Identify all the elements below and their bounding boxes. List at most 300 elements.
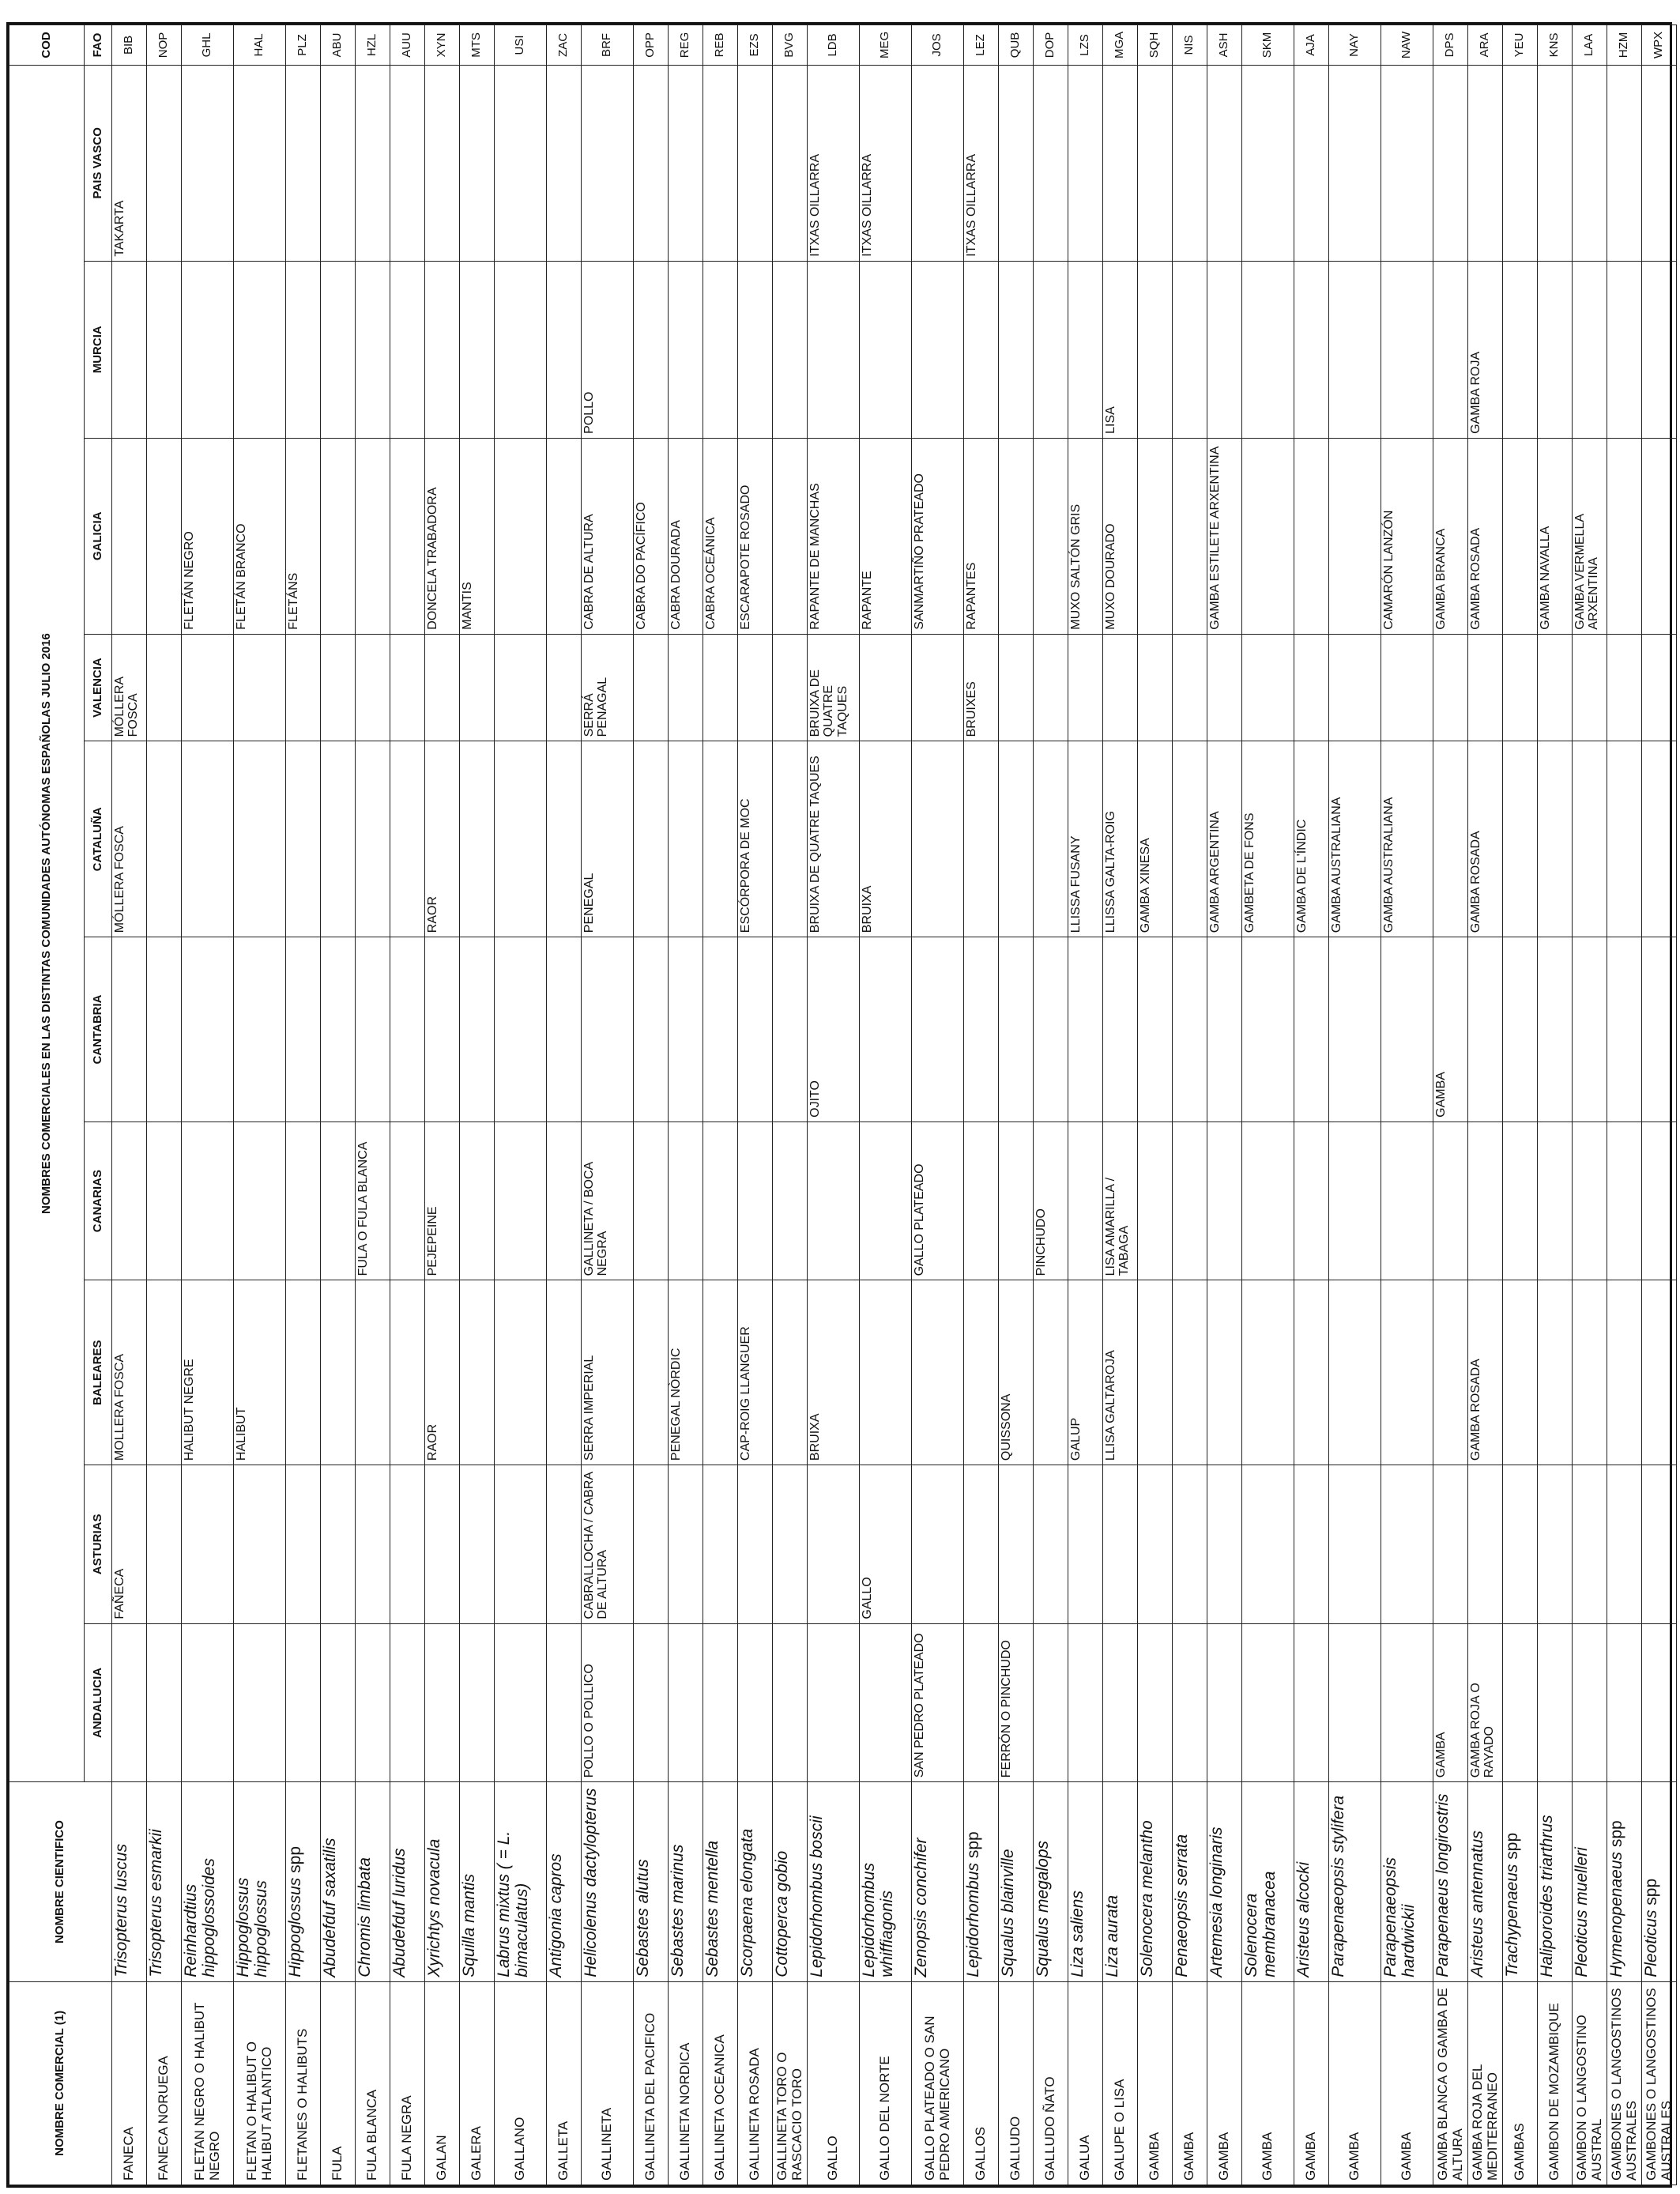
cell-cataluna: GAMBETA DE FONS [1242, 741, 1294, 937]
cell-cantabria: OJITO [808, 937, 860, 1122]
cell-canarias [669, 1122, 703, 1280]
cell-baleares: HALIBUT NEGRE [182, 1280, 234, 1465]
cell-galicia: MUXO SALTÓN GRIS [1068, 438, 1103, 634]
cell-cantabria [390, 937, 425, 1122]
cell-asturias [912, 1465, 964, 1624]
cell-fao: ABU [321, 25, 356, 66]
cell-valencia [425, 634, 460, 741]
cell-galicia [773, 438, 808, 634]
cell-fao: REG [669, 25, 703, 66]
cell-pais-vasco [390, 65, 425, 261]
cell-murcia [1207, 261, 1242, 438]
scientific-name: Trisopterus esmarkii [147, 1829, 165, 1977]
scientific-name: Penaeopsis serrata [1173, 1834, 1191, 1977]
table-row [1242, 25, 1294, 2185]
cell-murcia [234, 261, 286, 438]
species-table-sheet [6, 22, 1672, 2188]
cell-cataluna [460, 741, 495, 937]
cell-andalucia [234, 1623, 286, 1782]
cell-andalucia: SAN PEDRO PLATEADO [912, 1623, 964, 1782]
scientific-name: Liza saliens [1068, 1891, 1087, 1977]
cell-asturias [390, 1465, 425, 1624]
cell-galicia: FLETÁNS [286, 438, 321, 634]
cell-canarias [1242, 1122, 1294, 1280]
cell-baleares [773, 1280, 808, 1465]
cell-asturias [1068, 1465, 1103, 1624]
cell-pais-vasco [912, 65, 964, 261]
cell-andalucia [547, 1623, 582, 1782]
cell-canarias [460, 1122, 495, 1280]
cell-pais-vasco [1207, 65, 1242, 261]
cell-cantabria [773, 937, 808, 1122]
cell-murcia [547, 261, 582, 438]
cell-fao: KNS [1538, 25, 1573, 66]
cell-cantabria [1103, 937, 1138, 1122]
scientific-name: Solenocera melantho [1138, 1820, 1156, 1977]
cell-baleares [1173, 1280, 1207, 1465]
cell-murcia [669, 261, 703, 438]
cell-cantabria [1468, 937, 1503, 1122]
cell-pais-vasco [147, 65, 182, 261]
cell-asturias [1294, 1465, 1329, 1624]
cell-baleares: RAOR [425, 1280, 460, 1465]
cell-andalucia [460, 1623, 495, 1782]
cell-cantabria [860, 937, 912, 1122]
cell-canarias: LISA AMARILLA / TABAGA [1103, 1122, 1138, 1280]
cell-nombre-cientifico [1068, 1782, 1103, 1982]
spp-suffix: spp [1503, 1832, 1521, 1860]
cell-cataluna: GAMBA AUSTRALIANA [1381, 741, 1433, 937]
cell-andalucia [1103, 1623, 1138, 1782]
scientific-name: Parapenaeopsis stylifera [1329, 1795, 1347, 1977]
scientific-name: Antigonia capros [547, 1853, 565, 1977]
cell-valencia [147, 634, 182, 741]
cell-nombre-cientifico [1173, 1782, 1207, 1982]
cell-cantabria [425, 937, 460, 1122]
cell-andalucia [390, 1623, 425, 1782]
cell-galicia [1294, 438, 1329, 634]
cell-galicia: CABRA OCEÁNICA [703, 438, 738, 634]
cell-baleares: GAMBA ROSADA [1468, 1280, 1503, 1465]
cell-galicia [147, 438, 182, 634]
cell-baleares [1433, 1280, 1468, 1465]
cell-andalucia [634, 1623, 669, 1782]
cell-canarias [1173, 1122, 1207, 1280]
cell-cataluna: LLISSA FUSANY [1068, 741, 1103, 937]
cell-baleares: QUISSONA [999, 1280, 1034, 1465]
cell-canarias [1468, 1122, 1503, 1280]
cell-fao: WPX [1642, 25, 1677, 66]
cell-galicia: GAMBA NAVALLA [1538, 438, 1573, 634]
cell-galicia: RAPANTE DE MANCHAS [808, 438, 860, 634]
cell-nombre-cientifico [495, 1782, 547, 1982]
cell-baleares [460, 1280, 495, 1465]
header-cataluna: CATALUÑA [85, 741, 112, 937]
cell-cataluna [634, 741, 669, 937]
scientific-name: Scorpaena elongata [738, 1828, 756, 1977]
cell-andalucia [1138, 1623, 1173, 1782]
scientific-name: Zenopsis conchifer [912, 1838, 930, 1977]
cell-andalucia [860, 1623, 912, 1782]
cell-pais-vasco [286, 65, 321, 261]
header-nombre-cientifico: NOMBRE CIENTIFICO [9, 1782, 112, 1982]
cell-fao: SKM [1242, 25, 1294, 66]
table-row [860, 25, 912, 2185]
header-ccaa-group: NOMBRES COMERCIALES EN LAS DISTINTAS COMUNIDADES AUTÓNOMAS ESPAÑOLAS JULIO 2016 [9, 65, 85, 1781]
cell-nombre-comercial: GAMBA [1329, 1981, 1381, 2185]
cell-canarias [1138, 1122, 1173, 1280]
cell-nombre-comercial: GAMBA [1138, 1981, 1173, 2185]
cell-galicia: CABRA DO PACÍFICO [634, 438, 669, 634]
scientific-name: Abudefduf saxatilis [321, 1838, 339, 1977]
cell-valencia [634, 634, 669, 741]
cell-pais-vasco [1242, 65, 1294, 261]
cell-cantabria [1573, 937, 1607, 1122]
scientific-name: Hippoglossus [286, 1877, 304, 1977]
cell-canarias [1573, 1122, 1607, 1280]
table-row [182, 25, 234, 2185]
cell-fao: ARA [1468, 25, 1503, 66]
cell-nombre-cientifico [703, 1782, 738, 1982]
cell-nombre-comercial: GAMBONES O LANGOSTINOS AUSTRALES [1642, 1981, 1677, 2185]
cell-valencia [1138, 634, 1173, 741]
cell-baleares [390, 1280, 425, 1465]
cell-murcia [912, 261, 964, 438]
cell-nombre-cientifico [964, 1782, 999, 1982]
cell-nombre-cientifico [182, 1782, 234, 1982]
cell-galicia: GAMBA VERMELLA ARXENTINA [1573, 438, 1607, 634]
cell-baleares [495, 1280, 547, 1465]
cell-valencia: MÓLLERA FOSCA [112, 634, 147, 741]
cell-cataluna: GAMBA AUSTRALIANA [1329, 741, 1381, 937]
cell-cataluna [1173, 741, 1207, 937]
cell-canarias [147, 1122, 182, 1280]
cell-nombre-comercial: GALLO [808, 1981, 860, 2185]
cell-galicia [112, 438, 147, 634]
cell-galicia: GAMBA BRANCA [1433, 438, 1468, 634]
scientific-name: Pleoticus muelleri [1573, 1847, 1591, 1977]
cell-cantabria [1242, 937, 1294, 1122]
cell-asturias [321, 1465, 356, 1624]
scientific-name: Reinhardtius hippoglossoides [182, 1858, 218, 1977]
cell-galicia: SANMARTIÑO PRATEADO [912, 438, 964, 634]
cell-galicia: RAPANTE [860, 438, 912, 634]
cell-galicia: MUXO DOURADO [1103, 438, 1138, 634]
cell-murcia [1642, 261, 1677, 438]
cell-canarias [390, 1122, 425, 1280]
cell-murcia [1294, 261, 1329, 438]
cell-nombre-cientifico [286, 1782, 321, 1982]
cell-pais-vasco [999, 65, 1034, 261]
table-row [1381, 25, 1433, 2185]
table-row [1573, 25, 1607, 2185]
cell-nombre-comercial: GAMBONES O LANGOSTINOS AUSTRALES [1607, 1981, 1642, 2185]
cell-cataluna: BRUIXA [860, 741, 912, 937]
cell-cantabria [1642, 937, 1677, 1122]
cell-nombre-comercial: FANECA [112, 1981, 147, 2185]
scientific-name: Parapenaeopsis hardwickii [1381, 1857, 1418, 1977]
cell-cantabria [547, 937, 582, 1122]
cell-valencia [1573, 634, 1607, 741]
cell-galicia [1503, 438, 1538, 634]
cell-andalucia [356, 1623, 390, 1782]
cell-murcia [147, 261, 182, 438]
scientific-name: Lepidorhombus whiffiagonis [860, 1863, 896, 1977]
cell-valencia [1173, 634, 1207, 741]
cell-canarias [808, 1122, 860, 1280]
cell-asturias [234, 1465, 286, 1624]
cell-cataluna: LLISSA GALTA-ROIG [1103, 741, 1138, 937]
cell-baleares: SERRA IMPERIAL [582, 1280, 634, 1465]
table-row [999, 25, 1034, 2185]
cell-pais-vasco [495, 65, 547, 261]
table-row [460, 25, 495, 2185]
cell-andalucia [147, 1623, 182, 1782]
cell-murcia [182, 261, 234, 438]
header-galicia: GALICIA [85, 438, 112, 634]
cell-asturias [1329, 1465, 1381, 1624]
cell-baleares: LLISA GALTAROJA [1103, 1280, 1138, 1465]
scientific-name: Hymenopenaeus [1607, 1851, 1625, 1977]
scientific-name: Sebastes alutus [634, 1859, 652, 1977]
cell-baleares [912, 1280, 964, 1465]
cell-nombre-cientifico [1381, 1782, 1433, 1982]
cell-fao: PLZ [286, 25, 321, 66]
cell-nombre-comercial: GALLO DEL NORTE [860, 1981, 912, 2185]
cell-asturias [634, 1465, 669, 1624]
table-row [547, 25, 582, 2185]
cell-pais-vasco [669, 65, 703, 261]
cell-pais-vasco [1607, 65, 1642, 261]
cell-baleares [286, 1280, 321, 1465]
cell-baleares [1329, 1280, 1381, 1465]
cell-fao: EZS [738, 25, 773, 66]
cell-canarias [860, 1122, 912, 1280]
scientific-name: Pleoticus [1642, 1909, 1660, 1977]
cell-asturias [547, 1465, 582, 1624]
cell-asturias: CABRALLOCHA / CABRA DE ALTURA [582, 1465, 634, 1624]
cell-canarias [1642, 1122, 1677, 1280]
cell-baleares [964, 1280, 999, 1465]
cell-nombre-cientifico [1503, 1782, 1538, 1982]
cell-nombre-comercial: GALERA [460, 1981, 495, 2185]
scientific-name: Cottoperca gobio [773, 1850, 791, 1977]
cell-nombre-cientifico [1242, 1782, 1294, 1982]
cell-pais-vasco [425, 65, 460, 261]
cell-nombre-comercial: FULA BLANCA [356, 1981, 390, 2185]
cell-andalucia [1538, 1623, 1573, 1782]
cell-pais-vasco [1329, 65, 1381, 261]
cell-nombre-comercial: GAMBA [1207, 1981, 1242, 2185]
cell-pais-vasco [356, 65, 390, 261]
cell-canarias [703, 1122, 738, 1280]
cell-pais-vasco [321, 65, 356, 261]
cell-asturias [703, 1465, 738, 1624]
cell-valencia [547, 634, 582, 741]
species-names-table [9, 25, 1677, 2185]
cell-pais-vasco [1068, 65, 1103, 261]
table-row [634, 25, 669, 2185]
cell-nombre-cientifico [1607, 1782, 1642, 1982]
cell-pais-vasco [773, 65, 808, 261]
cell-cantabria [112, 937, 147, 1122]
cell-cantabria [669, 937, 703, 1122]
scientific-name: Labrus mixtus ( = L. bimaculatus) [495, 1830, 531, 1977]
cell-cantabria [234, 937, 286, 1122]
cell-cantabria [1138, 937, 1173, 1122]
table-row [1207, 25, 1242, 2185]
cell-cantabria [1538, 937, 1573, 1122]
cell-andalucia [738, 1623, 773, 1782]
table-row [390, 25, 425, 2185]
cell-nombre-comercial: GALLOS [964, 1981, 999, 2185]
cell-canarias [1207, 1122, 1242, 1280]
header-baleares: BALEARES [85, 1280, 112, 1465]
cell-pais-vasco [1103, 65, 1138, 261]
table-row [147, 25, 182, 2185]
cell-galicia: GAMBA ESTILETE ARXENTINA [1207, 438, 1242, 634]
cell-pais-vasco [1034, 65, 1068, 261]
cell-fao: LEZ [964, 25, 999, 66]
cell-baleares: MOLLERA FOSCA [112, 1280, 147, 1465]
cell-baleares [1381, 1280, 1433, 1465]
cell-pais-vasco: ITXAS OILLARRA [808, 65, 860, 261]
cell-galicia: FLETÁN BRANCO [234, 438, 286, 634]
table-row [808, 25, 860, 2185]
cell-andalucia [1207, 1623, 1242, 1782]
cell-murcia: LISA [1103, 261, 1138, 438]
cell-fao: BIB [112, 25, 147, 66]
table-row [1538, 25, 1573, 2185]
header-pais-vasco: PAIS VASCO [85, 65, 112, 261]
cell-cantabria [1381, 937, 1433, 1122]
cell-murcia [1573, 261, 1607, 438]
cell-valencia [356, 634, 390, 741]
cell-valencia [495, 634, 547, 741]
cell-cantabria [634, 937, 669, 1122]
cell-andalucia [321, 1623, 356, 1782]
cell-nombre-cientifico [738, 1782, 773, 1982]
cell-andalucia [703, 1623, 738, 1782]
cell-andalucia [1068, 1623, 1103, 1782]
cell-cataluna: GAMBA XINESA [1138, 741, 1173, 937]
cell-cantabria [182, 937, 234, 1122]
scientific-name: Solenocera membranacea [1242, 1871, 1279, 1977]
cell-andalucia: GAMBA [1433, 1623, 1468, 1782]
table-row [1433, 25, 1468, 2185]
header-andalucia: ANDALUCIA [85, 1623, 112, 1782]
cell-baleares [1538, 1280, 1573, 1465]
cell-nombre-cientifico [912, 1782, 964, 1982]
cell-cataluna [1433, 741, 1468, 937]
cell-valencia [1607, 634, 1642, 741]
table-row [1329, 25, 1381, 2185]
cell-murcia [1381, 261, 1433, 438]
cell-cataluna: RAOR [425, 741, 460, 937]
cell-murcia [321, 261, 356, 438]
cell-canarias: GALLO PLATEADO [912, 1122, 964, 1280]
cell-nombre-comercial: GAMBA [1242, 1981, 1294, 2185]
cell-andalucia [1242, 1623, 1294, 1782]
cell-valencia [703, 634, 738, 741]
cell-andalucia [1294, 1623, 1329, 1782]
cell-valencia: BRUIXA DE QUATRE TAQUES [808, 634, 860, 741]
cell-cataluna [1642, 741, 1677, 937]
cell-canarias: GALLINETA / BOCA NEGRA [582, 1122, 634, 1280]
cell-baleares: PENEGAL NÒRDIC [669, 1280, 703, 1465]
cell-canarias [1433, 1122, 1468, 1280]
cell-asturias [1573, 1465, 1607, 1624]
scientific-name: Xyrichtys novacula [425, 1838, 443, 1977]
cell-murcia [1503, 261, 1538, 438]
cell-pais-vasco [1138, 65, 1173, 261]
cell-canarias [738, 1122, 773, 1280]
cell-murcia [112, 261, 147, 438]
cell-asturias [1433, 1465, 1468, 1624]
scientific-name: Squilla mantis [460, 1874, 478, 1977]
cell-fao: AUU [390, 25, 425, 66]
table-row [1294, 25, 1329, 2185]
cell-cataluna [1607, 741, 1642, 937]
cell-canarias [1294, 1122, 1329, 1280]
cell-murcia [356, 261, 390, 438]
cell-nombre-cientifico [547, 1782, 582, 1982]
cell-nombre-comercial: FLETANES O HALIBUTS [286, 1981, 321, 2185]
header-cantabria: CANTABRIA [85, 937, 112, 1122]
cell-cantabria [1607, 937, 1642, 1122]
cell-fao: XYN [425, 25, 460, 66]
cell-murcia [1538, 261, 1573, 438]
cell-canarias [286, 1122, 321, 1280]
cell-fao: YEU [1503, 25, 1538, 66]
cell-valencia [286, 634, 321, 741]
table-row [356, 25, 390, 2185]
scientific-name: Aristeus alcocki [1294, 1861, 1313, 1977]
cell-baleares [860, 1280, 912, 1465]
cell-asturias [738, 1465, 773, 1624]
scientific-name: Sebastes mentella [703, 1840, 721, 1977]
cell-valencia [1468, 634, 1503, 741]
cell-valencia [1642, 634, 1677, 741]
cell-murcia [634, 261, 669, 438]
cell-nombre-cientifico [669, 1782, 703, 1982]
scientific-name: Chromis limbata [356, 1857, 374, 1977]
cell-fao: OPP [634, 25, 669, 66]
cell-cataluna [547, 741, 582, 937]
cell-nombre-comercial: GAMBON DE MOZAMBIQUE [1538, 1981, 1573, 2185]
cell-canarias [1068, 1122, 1103, 1280]
cell-valencia [234, 634, 286, 741]
cell-galicia [390, 438, 425, 634]
cell-galicia [1242, 438, 1294, 634]
cell-galicia [547, 438, 582, 634]
cell-asturias [1103, 1465, 1138, 1624]
cell-murcia [286, 261, 321, 438]
cell-baleares [1642, 1280, 1677, 1465]
cell-baleares [1503, 1280, 1538, 1465]
cell-cataluna [234, 741, 286, 937]
cell-murcia [1242, 261, 1294, 438]
cell-galicia [1607, 438, 1642, 634]
scientific-name: Liza aurata [1103, 1894, 1121, 1977]
cell-asturias: FAÑECA [112, 1465, 147, 1624]
cell-nombre-comercial: GAMBON O LANGOSTINO AUSTRAL [1573, 1981, 1607, 2185]
cell-galicia: CAMARÓN LANZÓN [1381, 438, 1433, 634]
cell-baleares [1607, 1280, 1642, 1465]
cell-pais-vasco [1503, 65, 1538, 261]
cell-asturias [1468, 1465, 1503, 1624]
header-cod: COD [9, 25, 85, 66]
